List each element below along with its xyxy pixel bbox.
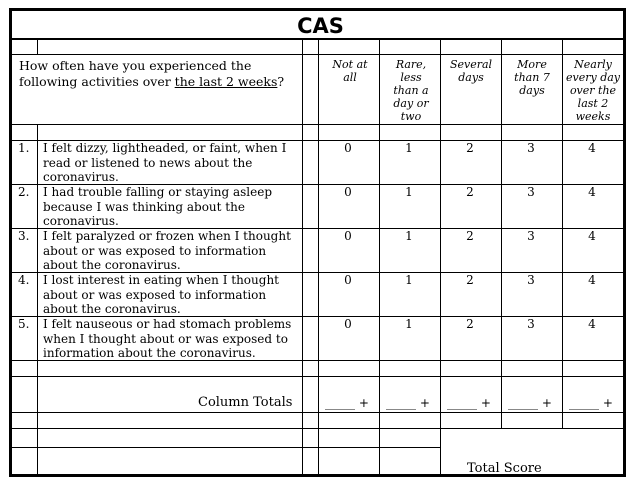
score-option[interactable]: 4 [588,141,596,155]
col-header-2: Several days [449,58,493,84]
question-suffix: ? [277,74,285,89]
question-timeframe: the last 2 weeks [174,74,278,89]
total-blank-1[interactable]: _____ + [386,396,430,410]
rule [318,39,319,474]
score-option[interactable]: 2 [466,317,474,331]
item-text: I felt dizzy, lightheaded, or faint, when I read or listened to news about the coronavirus. [43,141,287,184]
rule [379,39,380,474]
rule [440,39,441,474]
score-option[interactable]: 1 [405,273,413,287]
col-header-1: Rare, less than a day or two [393,58,429,123]
rule [302,39,303,474]
total-score[interactable]: Total Score ________ [467,461,598,476]
cas-form [9,8,626,477]
score-option[interactable]: 3 [527,229,535,243]
score-option[interactable]: 3 [527,185,535,199]
rule [562,39,563,429]
question-prompt [19,58,297,90]
rule [37,124,38,474]
total-blank-3[interactable]: _____ + [508,396,552,410]
total-blank-2[interactable]: _____ + [447,396,491,410]
score-option[interactable]: 4 [588,185,596,199]
rule [37,39,38,55]
form-title: CAS [297,14,344,38]
item-index: 4. [18,273,30,287]
total-blank-4[interactable]: _____ + [569,396,613,410]
col-header-0: Not at all [332,58,368,84]
col-header-3: More than 7 days [514,58,550,97]
score-option[interactable]: 2 [466,273,474,287]
question-prefix: How often have you experienced the following activities over [19,58,252,89]
score-option[interactable]: 0 [344,317,352,331]
score-option[interactable]: 4 [588,317,596,331]
item-index: 2. [18,185,30,199]
col-header-4: Nearly every day over the last 2 weeks [565,58,621,123]
score-option[interactable]: 0 [344,141,352,155]
score-option[interactable]: 3 [527,273,535,287]
score-option[interactable]: 3 [527,317,535,331]
column-totals-label: Column Totals [198,395,293,410]
item-index: 5. [18,317,30,331]
score-option[interactable]: 1 [405,185,413,199]
score-option[interactable]: 0 [344,185,352,199]
rule [501,39,502,429]
item-text: I felt paralyzed or frozen when I thought about or was exposed to information about the coronavirus. [43,229,291,272]
item-index: 3. [18,229,30,243]
score-option[interactable]: 3 [527,141,535,155]
score-option[interactable]: 4 [588,229,596,243]
item-text: I had trouble falling or staying asleep because I was thinking about the coronavirus. [43,185,273,228]
score-option[interactable]: 0 [344,273,352,287]
score-option[interactable]: 1 [405,229,413,243]
score-option[interactable]: 2 [466,185,474,199]
rule [12,447,440,448]
total-blank-0[interactable]: _____ + [325,396,369,410]
score-option[interactable]: 1 [405,141,413,155]
score-option[interactable]: 2 [466,229,474,243]
item-text: I felt nauseous or had stomach problems when I thought about or was exposed to information about the coronavirus. [43,317,292,360]
item-index: 1. [18,141,30,155]
score-option[interactable]: 0 [344,229,352,243]
item-text: I lost interest in eating when I thought about or was exposed to information about the coronavirus. [43,273,279,316]
score-option[interactable]: 4 [588,273,596,287]
score-option[interactable]: 2 [466,141,474,155]
score-option[interactable]: 1 [405,317,413,331]
